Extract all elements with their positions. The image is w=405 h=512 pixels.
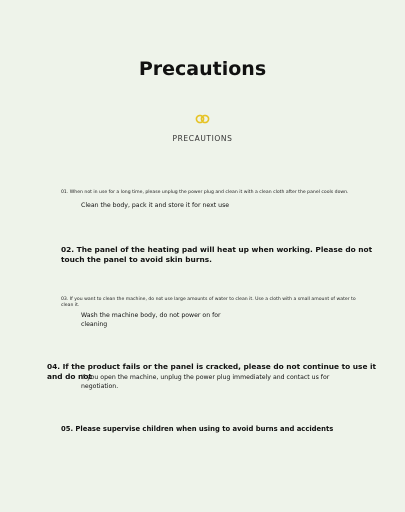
double-ring-icon bbox=[194, 113, 212, 125]
precaution-01-detail: Clean the body, pack it and store it for next use bbox=[81, 202, 230, 209]
precaution-05-text: 05. Please supervise children when using to avoid burns and accidents bbox=[61, 425, 334, 433]
precaution-02-text: 02. The panel of the heating pad will heat up when working. Please do not touch the panel to avoid skin burns. bbox=[61, 245, 373, 264]
precaution-04-detail: If you open the machine, unplug the power plug immediately and contact us for negotiation. bbox=[81, 374, 330, 390]
page-title: Precautions bbox=[138, 58, 267, 80]
precaution-04-text: 04. If the product fails or the panel is cracked, please do not continue to use it and do not bbox=[47, 362, 377, 381]
precaution-03-text: 03. If you want to clean the machine, do not use large amounts of water to clean it. Use a cloth with a small amount of water to clean it. bbox=[61, 297, 356, 308]
section-subtitle: PRECAUTIONS bbox=[172, 134, 233, 143]
precaution-01-text: 01. When not in use for a long time, please unplug the power plug and clean it with a clean cloth after the panel cools down. bbox=[61, 190, 349, 195]
precaution-03-detail: Wash the machine body, do not power on for cleaning bbox=[81, 312, 221, 328]
